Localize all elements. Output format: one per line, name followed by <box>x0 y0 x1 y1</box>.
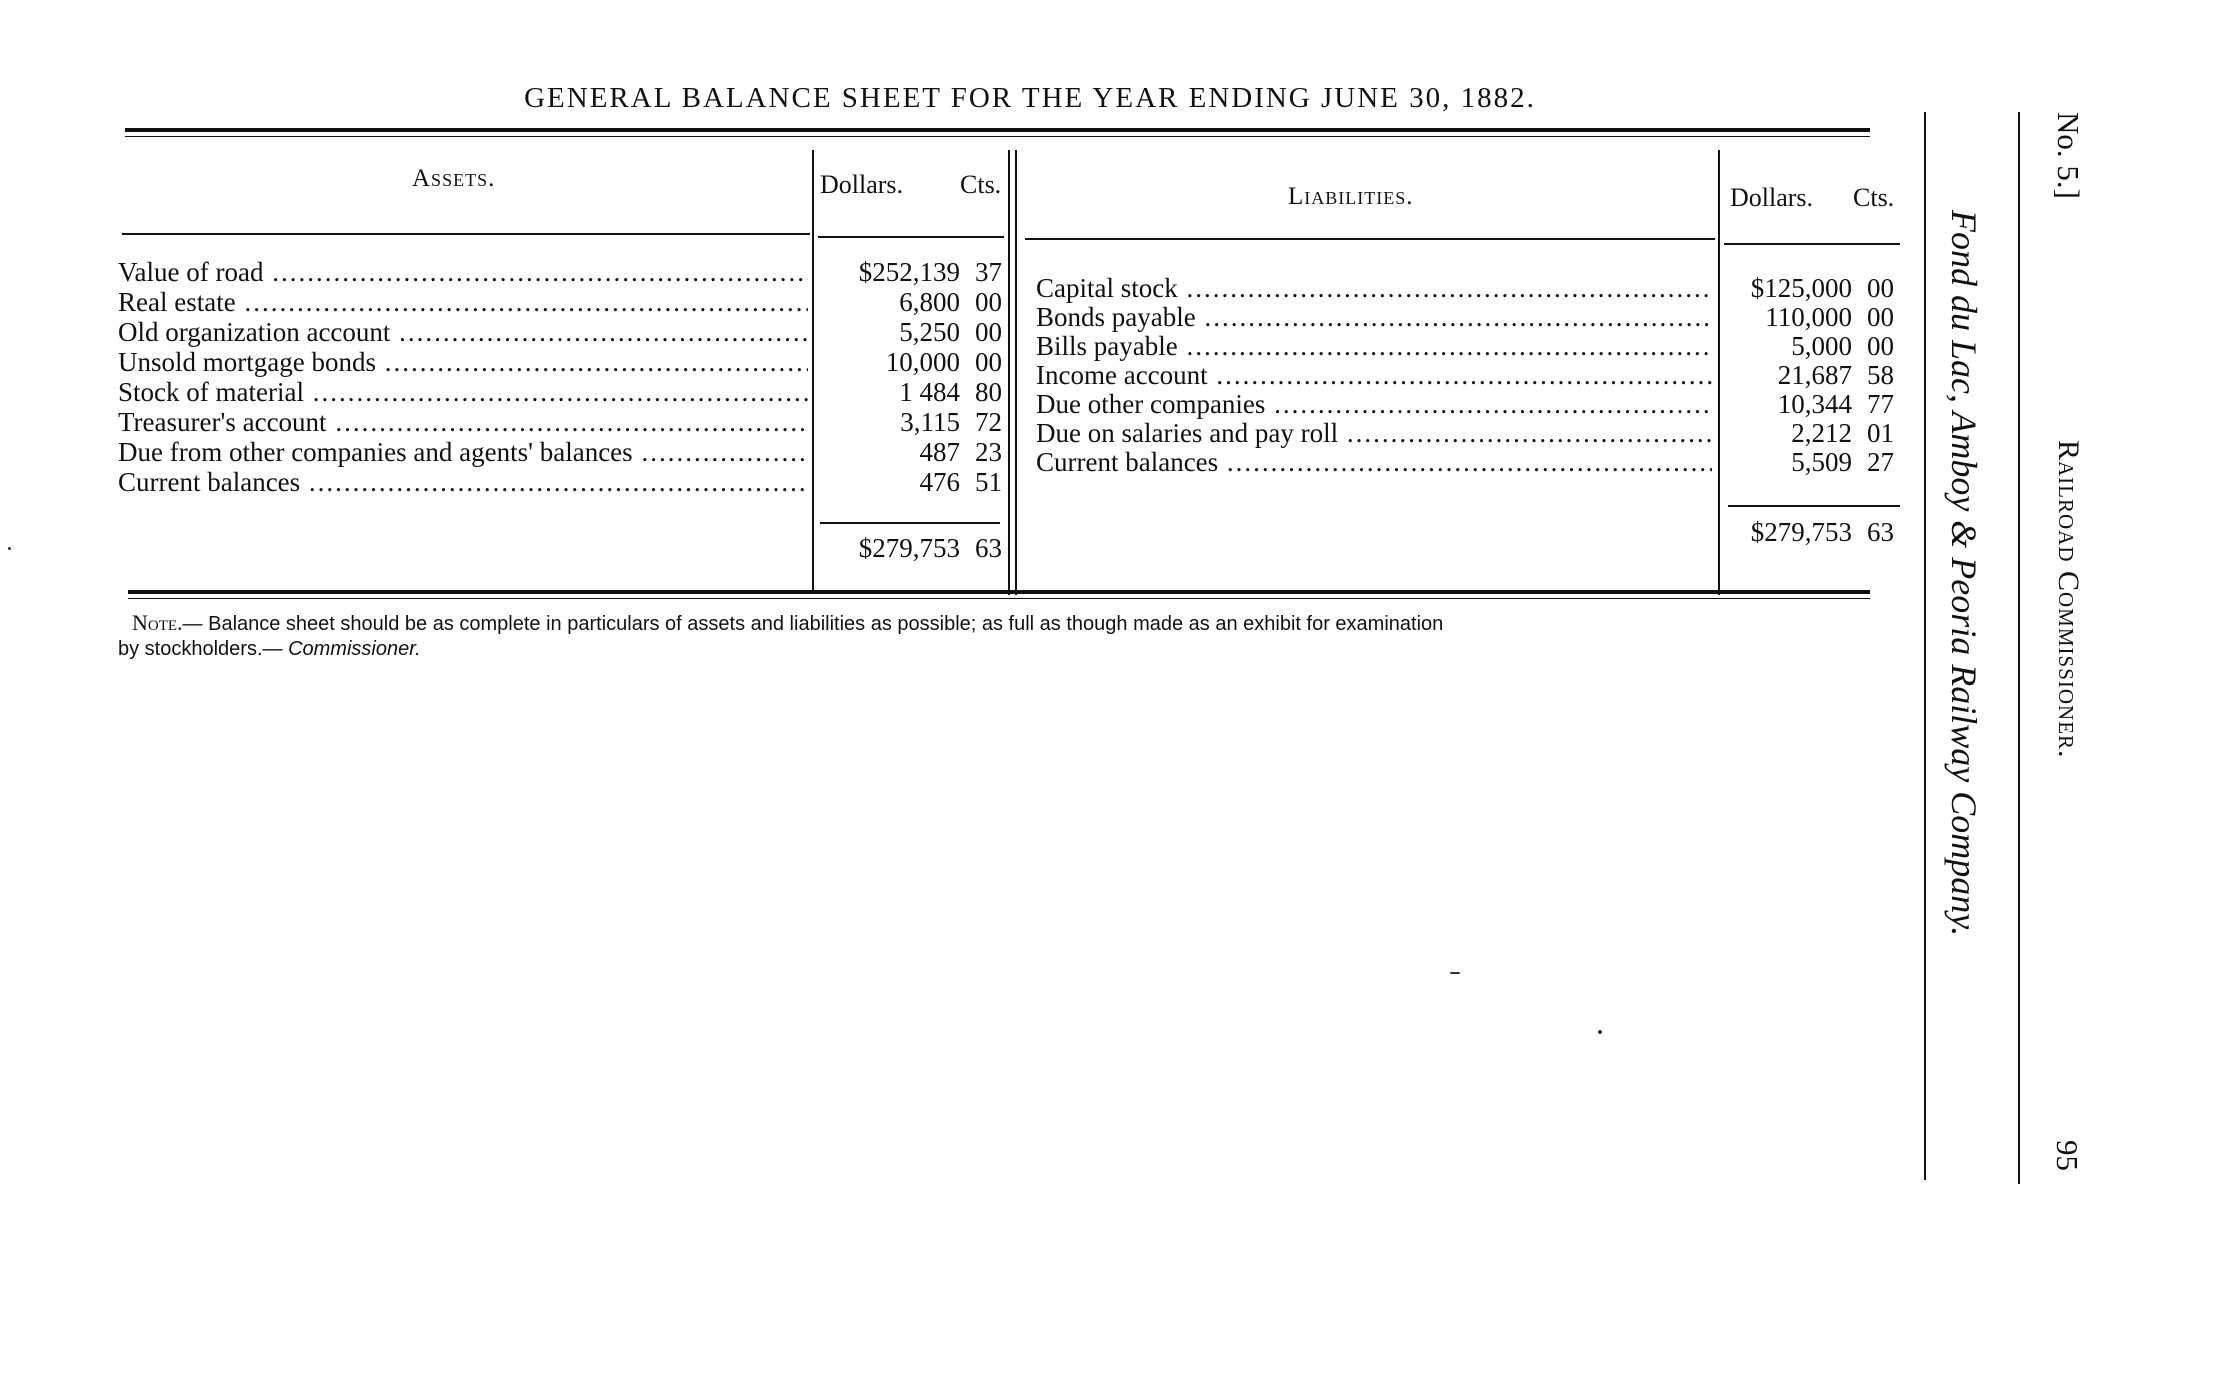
asset-label: Due from other companies and agents' balances ..... <box>118 438 808 467</box>
liability-label: Income account ..... <box>1036 361 1712 390</box>
running-head: Railroad Commissioner. <box>2052 440 2085 759</box>
assets-total-dollars: $279,753 <box>858 533 960 563</box>
footnote-lead: Note. <box>132 610 183 635</box>
liability-cents: 01 <box>1867 418 1894 448</box>
liabilities-dollars-header: Dollars. <box>1730 183 1814 212</box>
liability-cents: 00 <box>1867 302 1894 332</box>
liability-dollars: 5,509 <box>1791 447 1852 477</box>
asset-cents: 00 <box>975 347 1002 377</box>
footnote-line-2 <box>118 637 1898 662</box>
asset-dollars: 3,115 <box>900 407 960 437</box>
asset-label: Real estate ..... <box>118 288 808 317</box>
scan-speck <box>1450 972 1460 974</box>
liability-label: Due other companies ..... <box>1036 390 1712 419</box>
center-double-rule-right <box>1015 150 1017 595</box>
liability-dollars: 21,687 <box>1777 360 1852 390</box>
footnote-line-2-text: by stockholders.— <box>118 638 283 660</box>
liability-cents: 00 <box>1867 273 1894 303</box>
liability-dollars: 10,344 <box>1777 389 1852 419</box>
asset-label: Current balances ..... <box>118 468 808 497</box>
footnote <box>118 610 1898 662</box>
asset-cents: 23 <box>975 437 1002 467</box>
liability-dollars: 2,212 <box>1791 418 1852 448</box>
page-title: GENERAL BALANCE SHEET FOR THE YEAR ENDING JUNE 30, 1882. <box>524 82 1536 114</box>
assets-total-rule <box>820 522 1000 524</box>
assets-amount-header-rule <box>818 236 1004 238</box>
page-number: 95 <box>2050 1140 2085 1171</box>
asset-cents: 37 <box>975 257 1002 287</box>
center-double-rule-left <box>1008 150 1010 595</box>
asset-cents: 80 <box>975 377 1002 407</box>
assets-total-cents: 63 <box>975 533 1002 563</box>
liability-cents: 27 <box>1867 447 1894 477</box>
liabilities-amount-header-rule <box>1724 243 1900 245</box>
bottom-rule-thin <box>128 598 1870 599</box>
liabilities-total-dollars: $279,753 <box>1750 517 1852 547</box>
liability-label: Current balances ..... <box>1036 448 1712 477</box>
scan-speck <box>1598 1030 1602 1034</box>
liability-dollars: 5,000 <box>1791 331 1852 361</box>
asset-cents: 51 <box>975 467 1002 497</box>
asset-dollars: 476 <box>919 467 960 497</box>
asset-cents: 00 <box>975 287 1002 317</box>
bottom-rule <box>128 590 1870 594</box>
liability-label: Bonds payable ..... <box>1036 303 1712 332</box>
footnote-text: — Balance sheet should be as complete in particulars of assets and liabilities as possible; as full as though made as an exhibit for examination <box>182 613 1444 635</box>
asset-dollars: 1 484 <box>899 377 960 407</box>
assets-header-rule <box>122 233 810 235</box>
top-rule <box>125 128 1870 132</box>
asset-dollars: 5,250 <box>899 317 960 347</box>
liabilities-total-cents: 63 <box>1867 517 1894 547</box>
company-name: Fond du Lac, Amboy & Peoria Railway Company. <box>1944 210 1984 937</box>
asset-label: Treasurer's account ..... <box>118 408 808 437</box>
asset-dollars: 10,000 <box>885 347 960 377</box>
asset-label: Unsold mortgage bonds ..... <box>118 348 808 377</box>
liabilities-header-rule <box>1025 238 1715 240</box>
asset-label: Stock of material ..... <box>118 378 808 407</box>
assets-cents-header: Cts. <box>960 170 1002 199</box>
asset-cents: 00 <box>975 317 1002 347</box>
liabilities-column-divider <box>1718 150 1720 595</box>
liabilities-total-rule <box>1728 505 1900 507</box>
liability-cents: 00 <box>1867 331 1894 361</box>
liability-cents: 58 <box>1867 360 1894 390</box>
margin-rule-inner <box>1924 112 1926 1180</box>
liability-dollars: 110,000 <box>1765 302 1852 332</box>
liabilities-cents-header: Cts. <box>1853 183 1895 212</box>
footnote-signature: Commissioner. <box>288 638 421 660</box>
liability-label: Due on salaries and pay roll ..... <box>1036 419 1712 448</box>
asset-dollars: 487 <box>919 437 960 467</box>
margin-rule-outer <box>2018 112 2020 1184</box>
asset-cents: 72 <box>975 407 1002 437</box>
assets-dollars-header: Dollars. <box>820 170 904 199</box>
top-rule-thin <box>125 136 1870 137</box>
liability-cents: 77 <box>1867 389 1894 419</box>
asset-label: Old organization account ..... <box>118 318 808 347</box>
liabilities-header: Liabilities. <box>1288 183 1414 210</box>
liability-dollars: $125,000 <box>1750 273 1852 303</box>
footnote-line-1 <box>118 610 1898 637</box>
asset-dollars: $252,139 <box>858 257 960 287</box>
liability-label: Capital stock ..... <box>1036 274 1712 303</box>
asset-label: Value of road ..... <box>118 258 808 287</box>
assets-column-divider <box>812 150 814 590</box>
assets-header: Assets. <box>412 165 496 192</box>
scan-speck <box>8 547 11 550</box>
asset-dollars: 6,800 <box>899 287 960 317</box>
report-number: No. 5.] <box>2051 112 2086 199</box>
liability-label: Bills payable ..... <box>1036 332 1712 361</box>
